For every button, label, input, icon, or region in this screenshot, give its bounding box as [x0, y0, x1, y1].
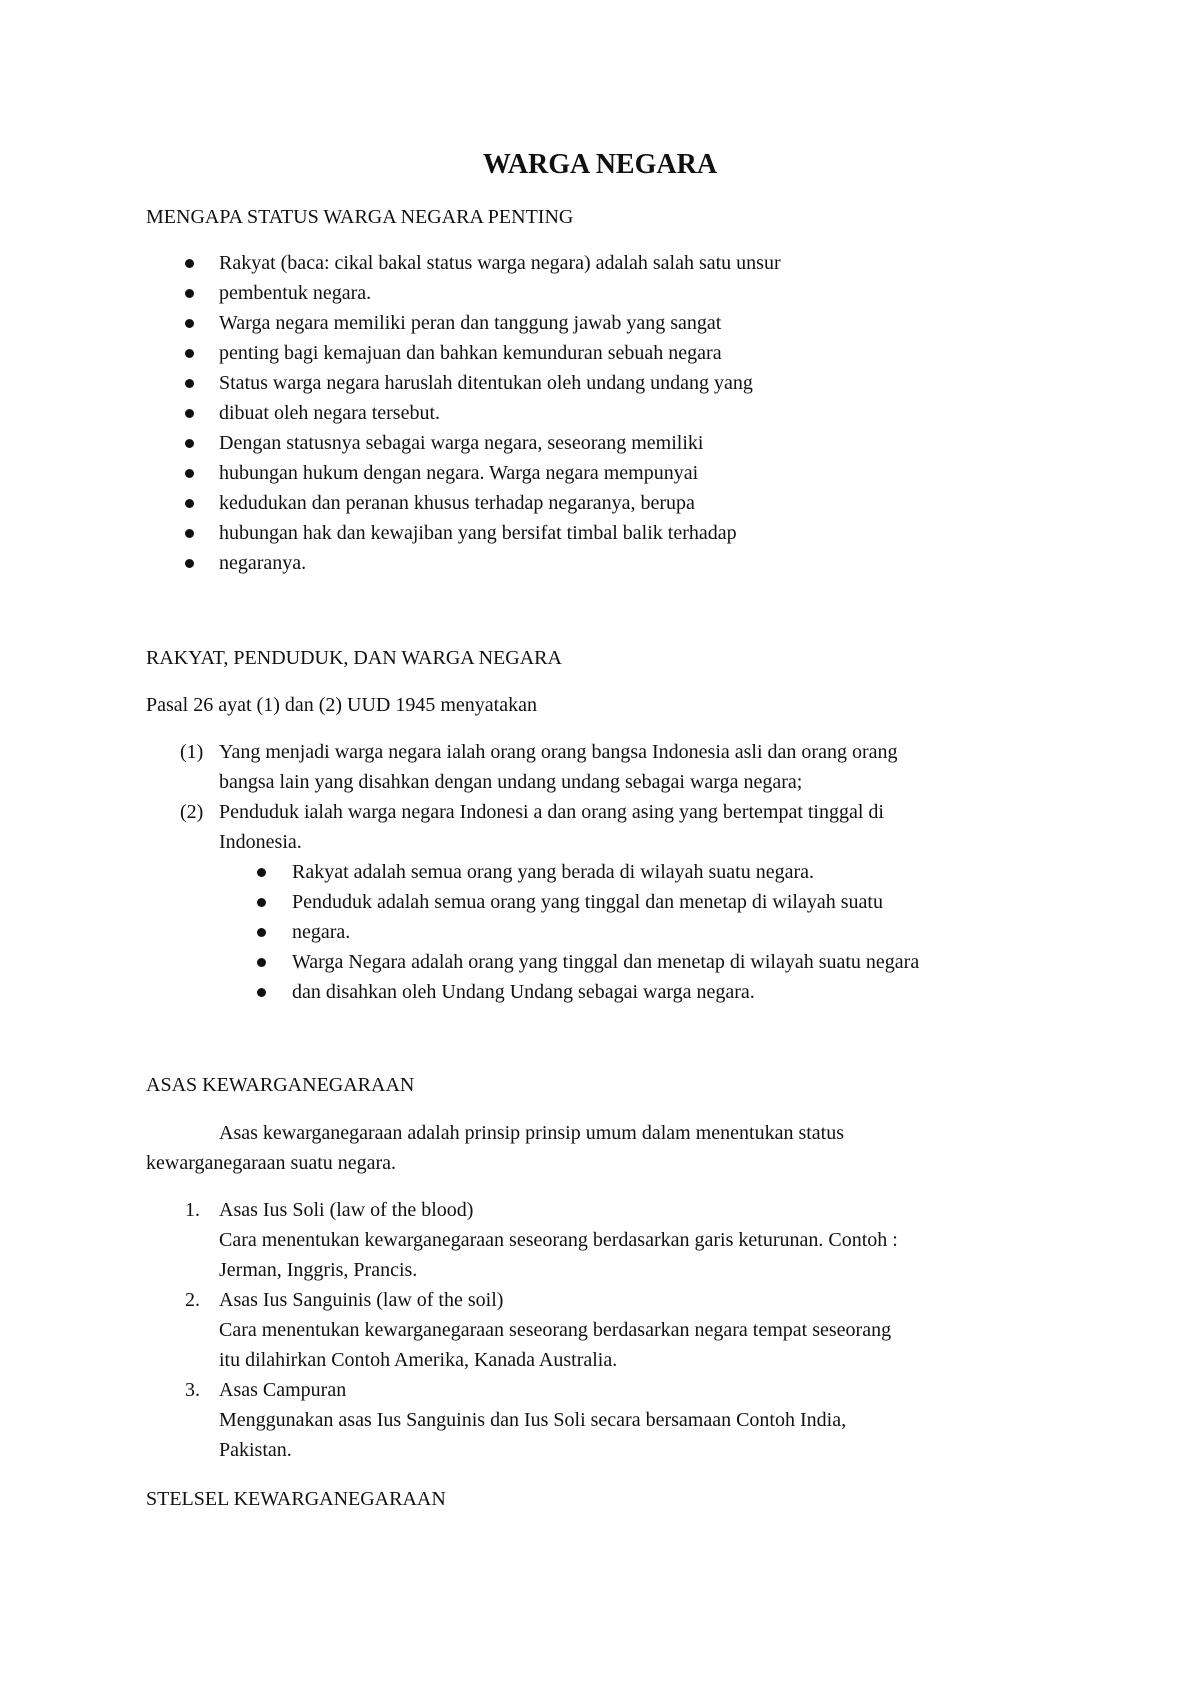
asas-item-title: Asas Ius Soli (law of the blood)	[219, 1199, 474, 1221]
bullet-text: Penduduk adalah semua orang yang tinggal dan menetap di wilayah suatu	[292, 891, 883, 913]
bullet-text: penting bagi kemajuan dan bahkan kemunduran sebuah negara	[219, 342, 722, 364]
numbered-item-text: bangsa lain yang disahkan dengan undang undang sebagai warga negara;	[219, 771, 803, 793]
bullet-text: hubungan hukum dengan negara. Warga negara mempunyai	[219, 462, 699, 484]
bullet-text: hubungan hak dan kewajiban yang bersifat timbal balik terhadap	[219, 522, 737, 544]
asas-item-text: Pakistan.	[219, 1439, 292, 1461]
section-heading-stelsel: STELSEL KEWARGANEGARAAN	[146, 1488, 446, 1510]
bullet-dot-icon	[185, 319, 194, 328]
bullet-item	[0, 857, 1200, 887]
numbered-item-label: (1)	[180, 741, 204, 763]
bullet-dot-icon	[185, 439, 194, 448]
asas-item-text: Jerman, Inggris, Prancis.	[219, 1259, 418, 1281]
bullet-text: pembentuk negara.	[219, 282, 372, 304]
section3-intro-line1: Asas kewarganegaraan adalah prinsip prinsip umum dalam menentukan status	[219, 1122, 845, 1144]
asas-item-text: Menggunakan asas Ius Sanguinis dan Ius Soli secara bersamaan Contoh India,	[219, 1409, 847, 1431]
section-heading-asas: ASAS KEWARGANEGARAAN	[146, 1074, 415, 1096]
bullet-dot-icon	[257, 898, 266, 907]
bullet-item	[0, 308, 1200, 338]
bullet-item	[0, 887, 1200, 917]
bullet-text: kedudukan dan peranan khusus terhadap negaranya, berupa	[219, 492, 695, 514]
bullet-text: Rakyat adalah semua orang yang berada di wilayah suatu negara.	[292, 861, 815, 883]
asas-item-text: Cara menentukan kewarganegaraan seseorang berdasarkan garis keturunan. Contoh :	[219, 1229, 898, 1251]
document-title: WARGA NEGARA	[482, 149, 718, 180]
bullet-item	[0, 518, 1200, 548]
bullet-text: Status warga negara haruslah ditentukan oleh undang undang yang	[219, 372, 753, 394]
bullet-dot-icon	[185, 559, 194, 568]
bullet-dot-icon	[185, 529, 194, 538]
bullet-dot-icon	[185, 499, 194, 508]
asas-item-title: Asas Ius Sanguinis (law of the soil)	[219, 1289, 504, 1311]
asas-item-number: 3.	[185, 1379, 200, 1401]
bullet-item	[0, 338, 1200, 368]
section3-intro-line2: kewarganegaraan suatu negara.	[146, 1152, 397, 1174]
asas-item-text: itu dilahirkan Contoh Amerika, Kanada Australia.	[219, 1349, 618, 1371]
bullet-item	[0, 488, 1200, 518]
numbered-item-text: Indonesia.	[219, 831, 302, 853]
bullet-dot-icon	[185, 289, 194, 298]
asas-item-number: 2.	[185, 1289, 200, 1311]
bullet-item	[0, 947, 1200, 977]
bullet-text: negara.	[292, 921, 351, 943]
bullet-text: dan disahkan oleh Undang Undang sebagai warga negara.	[292, 981, 755, 1003]
asas-item-number: 1.	[185, 1199, 200, 1221]
bullet-text: Warga negara memiliki peran dan tanggung jawab yang sangat	[219, 312, 722, 334]
bullet-dot-icon	[185, 259, 194, 268]
bullet-dot-icon	[185, 469, 194, 478]
bullet-item	[0, 458, 1200, 488]
numbered-item-text: Penduduk ialah warga negara Indonesi a dan orang asing yang bertempat tinggal di	[219, 801, 884, 823]
bullet-dot-icon	[257, 868, 266, 877]
bullet-text: dibuat oleh negara tersebut.	[219, 402, 441, 424]
bullet-text: negaranya.	[219, 552, 307, 574]
bullet-dot-icon	[185, 409, 194, 418]
bullet-text: Rakyat (baca: cikal bakal status warga negara) adalah salah satu unsur	[219, 252, 781, 274]
numbered-item-label: (2)	[180, 801, 204, 823]
bullet-text: Warga Negara adalah orang yang tinggal dan menetap di wilayah suatu negara	[292, 951, 920, 973]
bullet-dot-icon	[257, 958, 266, 967]
section2-intro: Pasal 26 ayat (1) dan (2) UUD 1945 menyatakan	[146, 694, 537, 716]
bullet-dot-icon	[257, 928, 266, 937]
numbered-item-text: Yang menjadi warga negara ialah orang orang bangsa Indonesia asli dan orang orang	[219, 741, 898, 763]
bullet-item	[0, 248, 1200, 278]
bullet-dot-icon	[185, 349, 194, 358]
bullet-dot-icon	[185, 379, 194, 388]
section-heading-rakyat-penduduk: RAKYAT, PENDUDUK, DAN WARGA NEGARA	[146, 647, 562, 669]
section-heading-status-penting: MENGAPA STATUS WARGA NEGARA PENTING	[146, 206, 574, 228]
asas-item-text: Cara menentukan kewarganegaraan seseorang berdasarkan negara tempat seseorang	[219, 1319, 892, 1341]
asas-item-title: Asas Campuran	[219, 1379, 347, 1401]
bullet-item	[0, 368, 1200, 398]
bullet-item	[0, 428, 1200, 458]
bullet-item	[0, 917, 1200, 947]
bullet-item	[0, 278, 1200, 308]
bullet-dot-icon	[257, 988, 266, 997]
bullet-item	[0, 548, 1200, 578]
bullet-item	[0, 977, 1200, 1007]
bullet-item	[0, 398, 1200, 428]
bullet-text: Dengan statusnya sebagai warga negara, seseorang memiliki	[219, 432, 704, 454]
